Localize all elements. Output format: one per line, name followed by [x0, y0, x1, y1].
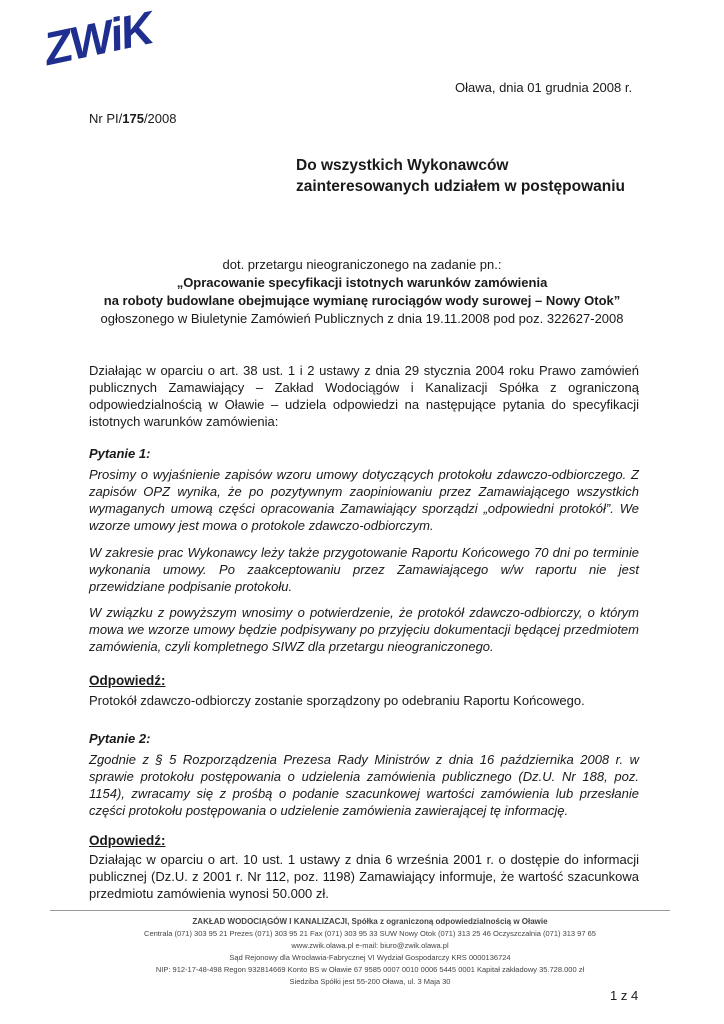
- place-date: Oława, dnia 01 grudnia 2008 r.: [455, 80, 633, 95]
- ref-prefix: Nr PI/: [89, 111, 123, 126]
- subject-line-3: na roboty budowlane obejmujące wymianę rurociągów wody surowej – Nowy Otok”: [103, 293, 621, 308]
- footer-line-2: www.zwik.olawa.pl e-mail: biuro@zwik.olawa.pl: [291, 941, 449, 950]
- question-1-paragraph-1: Prosimy o wyjaśnienie zapisów wzoru umowy dotyczących protokołu zdawczo-odbiorczego. Z zapisów OPZ wynika, że po pozytywnym zaopiniowaniu przez Zamawiającego wszystkich wymaganych umową części opracowania Zamawiający sporządzi „odpowiedni protokół”. We wzorze umowy jest mowa o protokole zdawczo-odbiorczym.: [89, 467, 639, 533]
- answer-1-heading: Odpowiedź:: [89, 673, 166, 688]
- question-1-heading: [89, 445, 639, 462]
- footer-line-3: Sąd Rejonowy dla Wrocławia-Fabrycznej VI Wydział Gospodarczy KRS 0000136724: [229, 953, 511, 962]
- answer-2-text: Działając w oparciu o art. 10 ust. 1 ustawy z dnia 6 września 2001 r. o dostępie do informacji publicznej (Dz.U. z 2001 r. Nr 112, poz. 1198) Zamawiający informuje, że wartość szacunkowa przedmiotu zamówienia wynosi 50.000 zł.: [89, 852, 639, 901]
- subject-block: [89, 256, 635, 328]
- footer-line-5: Siedziba Spółki jest 55-200 Oława, ul. 3 Maja 30: [289, 977, 451, 986]
- question-1-label: Pytanie 1:: [89, 446, 151, 461]
- footer: [90, 916, 650, 988]
- footer-divider: [50, 910, 670, 911]
- question-2-paragraph-1: Zgodnie z § 5 Rozporządzenia Prezesa Rady Ministrów z dnia 16 października 2008 r. w sprawie protokołu postępowania o udzielenia zamówienia publicznego (Dz.U. Nr 188, poz. 1154), zwracamy się z prośbą o podanie szacunkowej wartości zamówienia lub przesłanie części protokołu postępowania o udzielenie zamówienia zawierającej tę informację.: [89, 752, 639, 818]
- question-1-paragraph-3: W związku z powyższym wnosimy o potwierdzenie, że protokół zdawczo-odbiorczy, o którym mowa we wzorze umowy będzie podpisywany po przyjęciu dokumentacji będącej przedmiotem zamówienia, czyli kompletnego SIWZ dla przetargu nieograniczonego.: [89, 605, 639, 654]
- question-2-heading: [89, 730, 639, 747]
- subject-line-2: „Opracowanie specyfikacji istotnych warunków zamówienia: [176, 275, 548, 290]
- subject-line-4: ogłoszonego w Biuletynie Zamówień Publicznych z dnia 19.11.2008 pod poz. 322627-2008: [100, 311, 624, 326]
- intro-paragraph: Działając w oparciu o art. 38 ust. 1 i 2 ustawy z dnia 29 stycznia 2004 roku Prawo zamówień publicznych Zamawiający – Zakład Wodociągów i Kanalizacji Spółka z ograniczoną odpowiedzialnością w Oławie – udziela odpowiedzi na następujące pytania do specyfikacji istotnych warunków zamówienia:: [89, 363, 639, 429]
- answer-2-heading: Odpowiedź:: [89, 833, 166, 848]
- reference-number: [89, 111, 176, 126]
- footer-company: ZAKŁAD WODOCIĄGÓW I KANALIZACJI, Spółka z ograniczoną odpowiedzialnością w Oławie: [192, 917, 548, 926]
- ref-number: 175: [122, 111, 144, 126]
- question-2-label: Pytanie 2:: [89, 731, 151, 746]
- addressee: [296, 155, 625, 197]
- answer-2-heading-row: [89, 832, 639, 849]
- footer-line-1: Centrala (071) 303 95 21 Prezes (071) 303 95 21 Fax (071) 303 95 33 SUW Nowy Otok (071) 313 25 46 Oczyszczalnia (071) 313 97 65: [144, 929, 596, 938]
- company-logo: ZWiK: [38, 1, 157, 76]
- subject-line-1: dot. przetargu nieograniczonego na zadanie pn.:: [222, 257, 502, 272]
- page-number: 1 z 4: [610, 988, 639, 1003]
- question-1-paragraph-2: W zakresie prac Wykonawcy leży także przygotowanie Raportu Końcowego 70 dni po terminie wykonania umowy. Po zaakceptowaniu przez Zamawiającego w/w raportu nie jest przewidziane podpisanie protokołu.: [89, 545, 639, 594]
- addressee-line-1: Do wszystkich Wykonawców: [296, 157, 509, 174]
- answer-1-text: Protokół zdawczo-odbiorczy zostanie sporządzony po odebraniu Raportu Końcowego.: [89, 693, 585, 708]
- addressee-line-2: zainteresowanych udziałem w postępowaniu: [296, 178, 626, 195]
- footer-line-4: NIP: 912-17-48-498 Regon 932814669 Konto BS w Oławie 67 9585 0007 0010 0006 5445 0001 Kapitał zakładowy 35.728.000 zł: [155, 965, 585, 974]
- answer-1-heading-row: [89, 672, 639, 689]
- ref-suffix: /2008: [143, 111, 177, 126]
